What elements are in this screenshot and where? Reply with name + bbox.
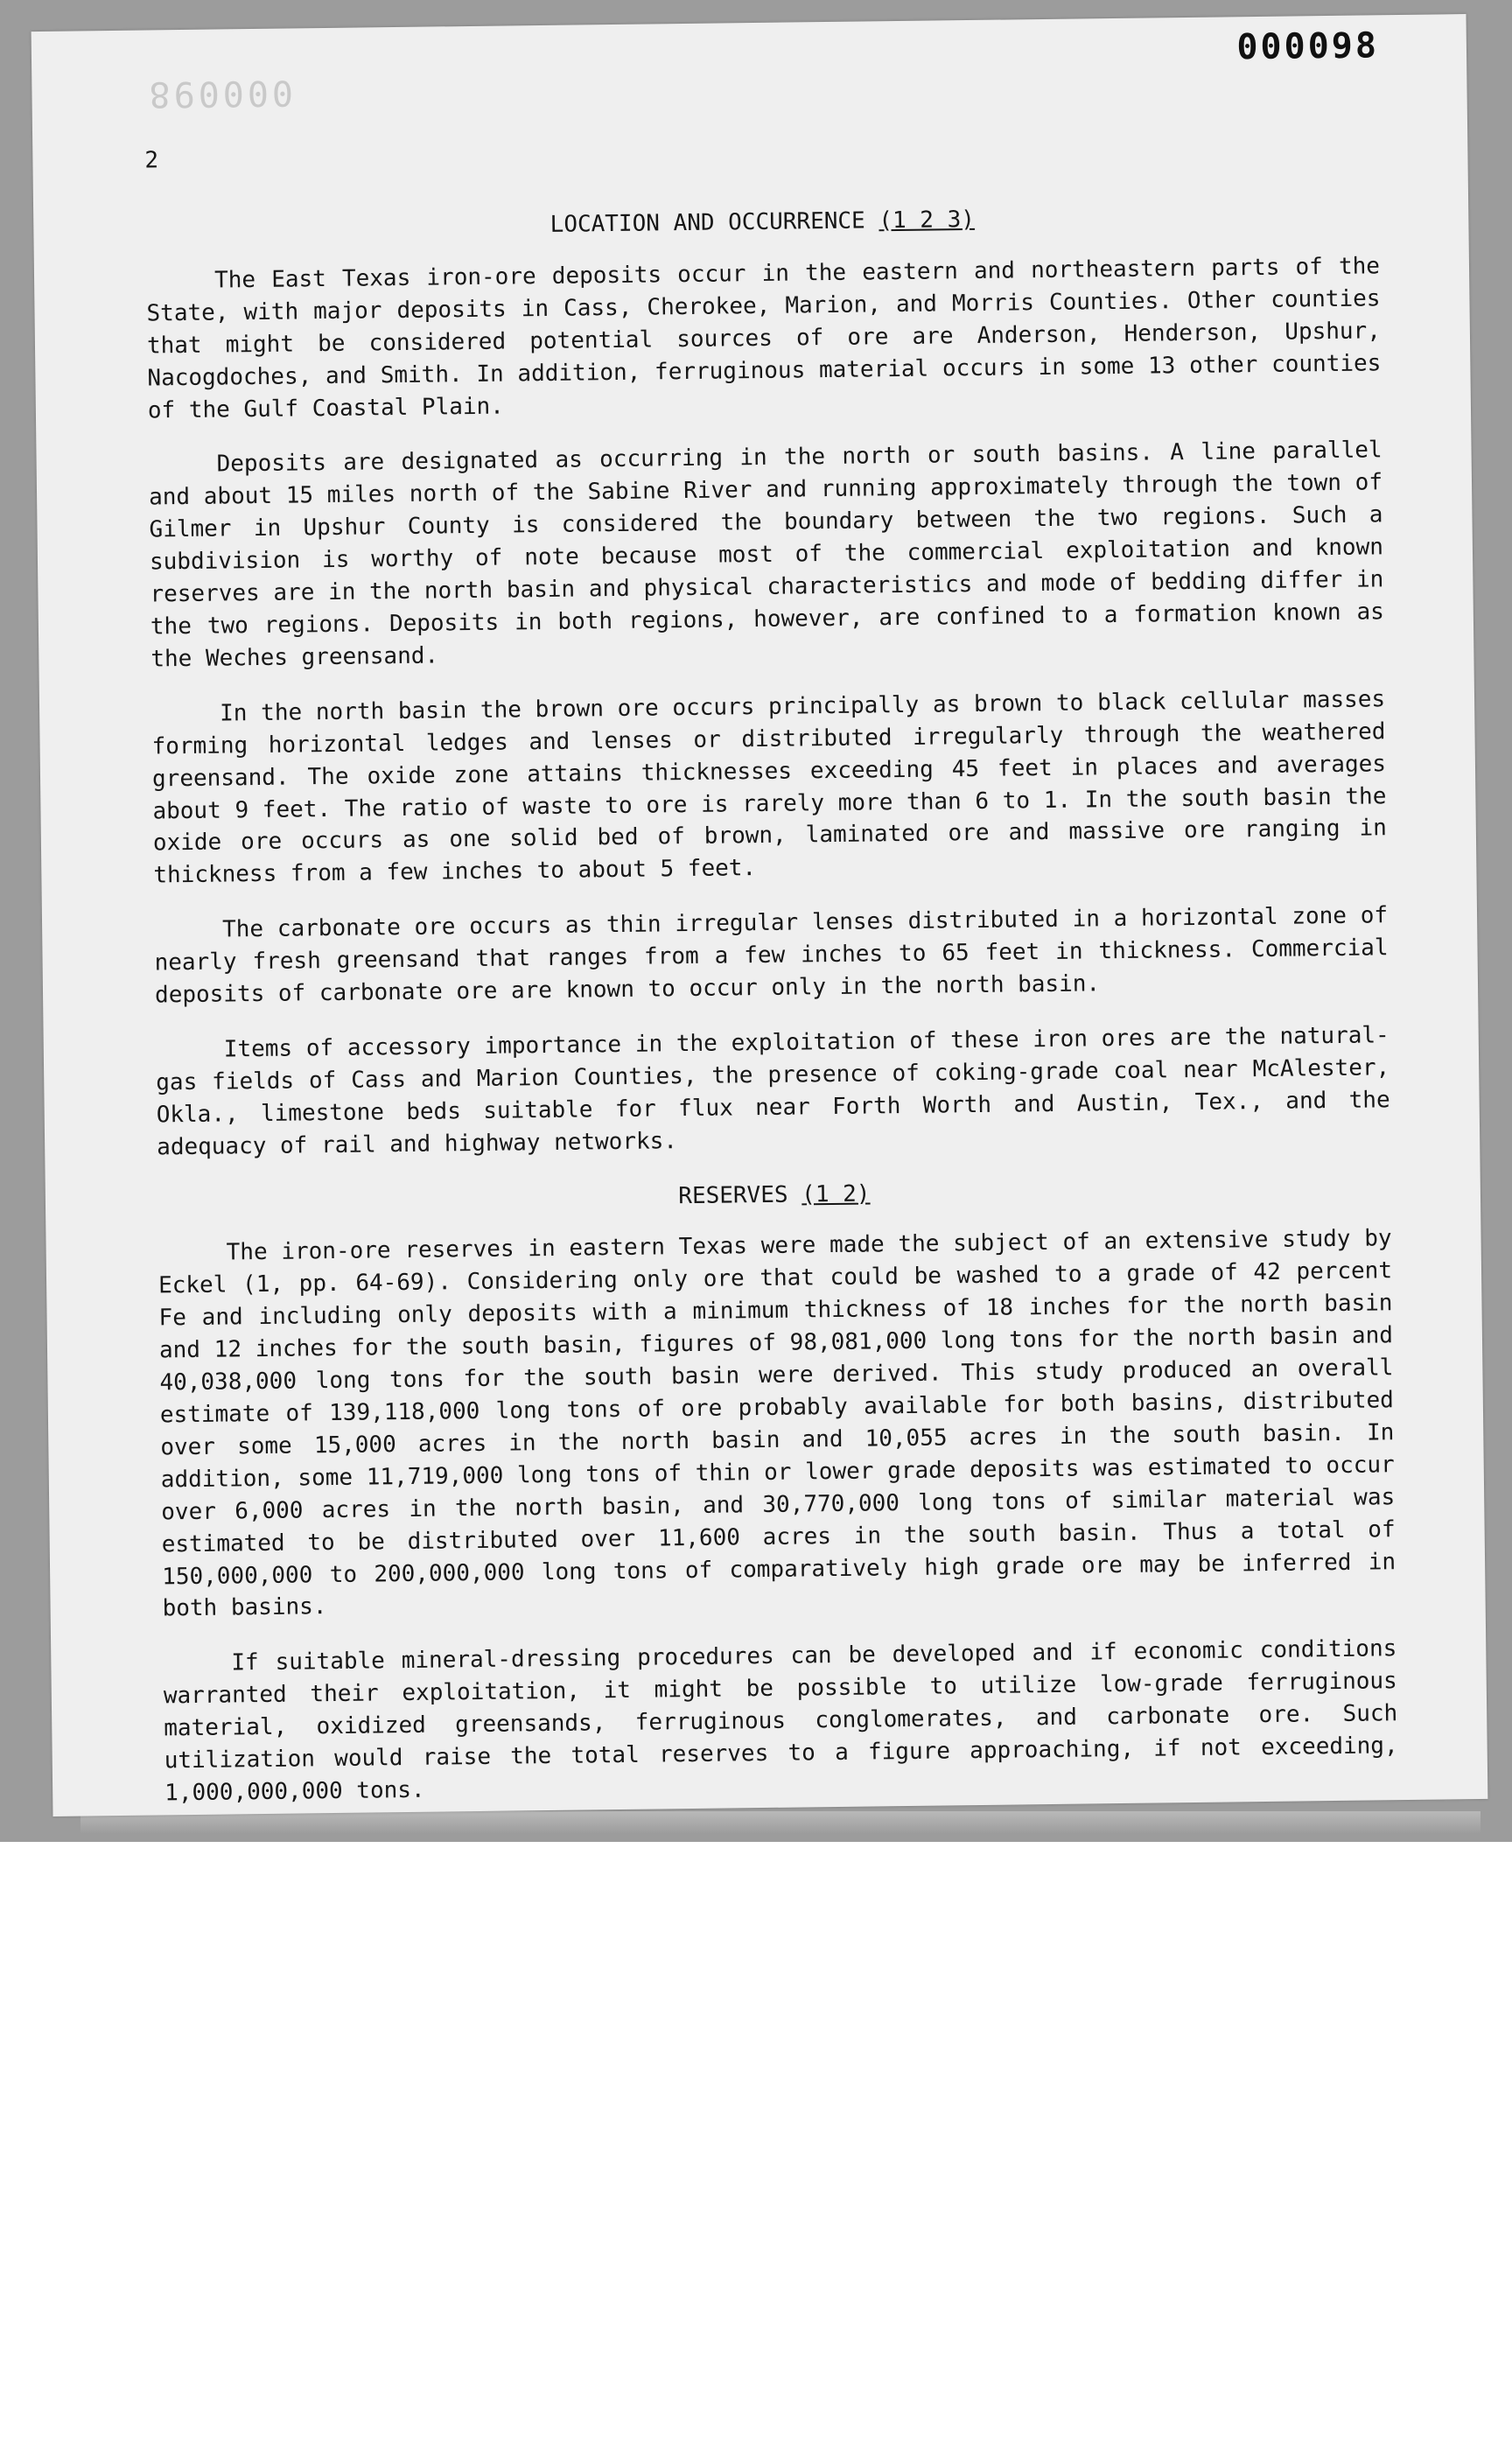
page-number: 2 bbox=[144, 147, 159, 174]
paragraph: Deposits are designated as occurring in the north or south basins. A line parallel and about 15 miles north of the Sabine River and running approximately through the town of Gilmer in Upshur County is considered the boundary between the two regions. Such a subdivision is worthy of note because most of the commercial exploitation and known reserves are in the north basin and physical characteristics and mode of bedding differ in the two regions. Deposits in both regions, however, are confined to a formation known as the Weches greensand. bbox=[148, 437, 1385, 673]
paragraph: Items of accessory importance in the exploitation of these iron ores are the natural-gas fields of Cass and Marion Counties, the presence of coking-grade coal near McAlester, Okla., limestone beds suitable for flux near Forth Worth and Austin, Tex., and the adequacy of rail and highway networks. bbox=[156, 1022, 1390, 1161]
bleed-through-number: 000098 bbox=[145, 72, 294, 115]
section-heading-location bbox=[145, 199, 1379, 246]
document-number: 000098 bbox=[1236, 25, 1380, 68]
paragraph: In the north basin the brown ore occurs principally as brown to black cellular masses forming horizontal ledges and lenses or distributed irregularly through the weathered greensand. The oxide zone attains thicknesses exceeding 45 feet in places and averages about 9 feet. The ratio of waste to ore is rarely more than 6 to 1. In the south basin the oxide ore occurs as one solid bed of brown, laminated ore and massive ore ranging in thickness from a few inches to about 5 feet. bbox=[151, 686, 1388, 889]
document-page bbox=[32, 14, 1488, 1816]
document-body bbox=[145, 199, 1398, 1832]
paragraph: The carbonate ore occurs as thin irregular lenses distributed in a horizontal zone of nearly fresh greensand that ranges from a few inches to 65 feet in thickness. Commercial deposits of carbonate ore are known to occur only in the north basin. bbox=[154, 902, 1389, 1009]
section-heading-reserves bbox=[158, 1172, 1391, 1219]
section-references: (1 2) bbox=[802, 1180, 871, 1208]
section-title: RESERVES bbox=[678, 1181, 788, 1209]
section-title: LOCATION AND OCCURRENCE bbox=[550, 207, 865, 238]
paragraph: If suitable mineral-dressing procedures can be developed and if economic conditions warranted their exploitation, it might be possible to utilize low-grade ferruginous material, oxidized greensands, ferruginous conglomerates, and carbonate ore. Such utilization would raise the total reserves to a figure approaching, if not exceeding, 1,000,000,000 tons. bbox=[163, 1635, 1398, 1807]
paragraph: The East Texas iron-ore deposits occur in the eastern and northeastern parts of the State, with major deposits in Cass, Cherokee, Marion, and Morris Counties. Other counties that might be considered potential sources of ore are Anderson, Henderson, Upshur, Nacogdoches, and Smith. In addition, ferruginous material occurs in some 13 other counties of the Gulf Coastal Plain. bbox=[146, 253, 1382, 424]
section-references: (1 2 3) bbox=[878, 206, 976, 234]
paragraph: The iron-ore reserves in eastern Texas were made the subject of an extensive study by Eckel (1, pp. 64-69). Considering only ore that could be washed to a grade of 42 percent Fe and including only deposits with a minimum thickness of 18 inches for the north basin and 12 inches for the south basin, figures of 98,081,000 long tons for the north basin and 40,038,000 long tons for the south basin were derived. This study produced an overall estimate of 139,118,000 long tons of ore probably available for both basins, distributed over some 15,000 acres in the north basin and 10,055 acres in the south basin. In addition, some 11,719,000 long tons of thin or lower grade deposits was estimated to occur over 6,000 acres in the north basin, and 30,770,000 long tons of similar material was estimated to be distributed over 11,600 acres in the south basin. Thus a total of 150,000,000 to 200,000,000 long tons of comparatively high grade ore may be inferred in both basins. bbox=[158, 1225, 1396, 1622]
